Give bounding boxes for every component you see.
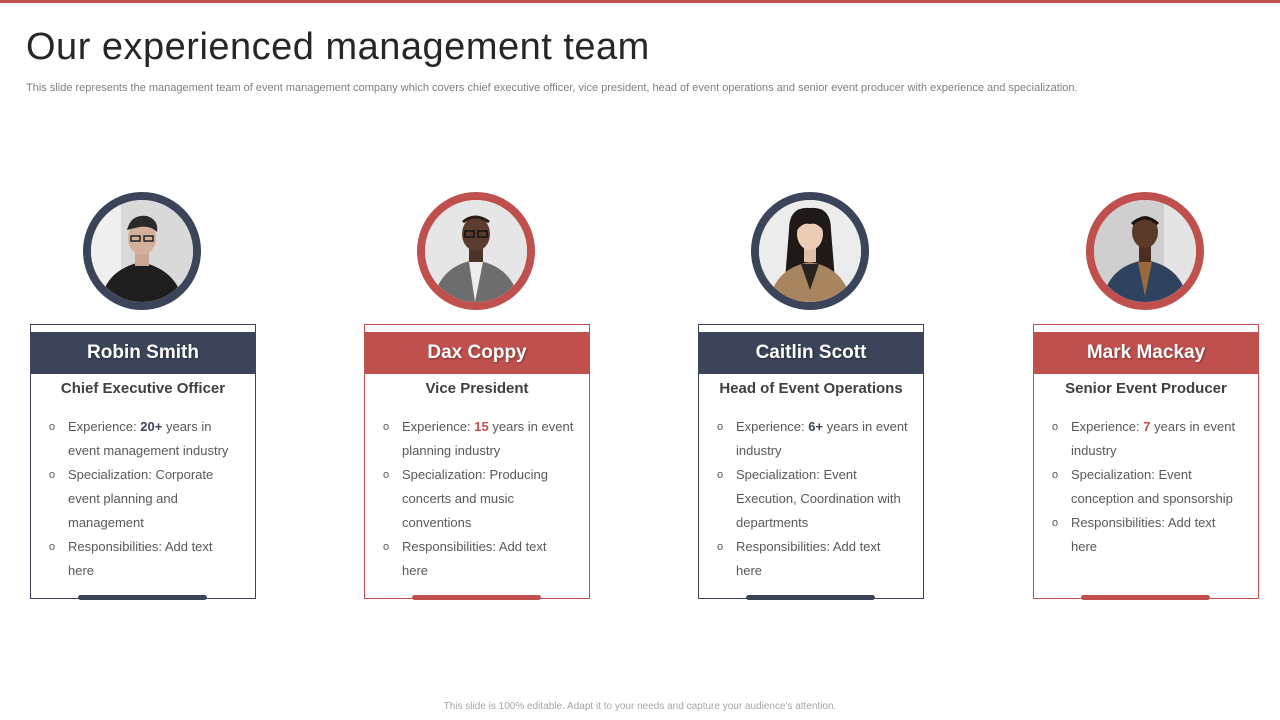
bullet-icon: o xyxy=(1052,517,1059,529)
bullet-icon: o xyxy=(49,469,56,481)
bullet-icon: o xyxy=(1052,421,1059,433)
top-accent-rule xyxy=(0,0,1280,3)
woman-long-hair-blazer-photo xyxy=(759,200,861,302)
responsibilities-item xyxy=(1052,511,1244,559)
bullet-icon: o xyxy=(717,541,724,553)
member-name: Caitlin Scott xyxy=(698,332,924,374)
member-name: Robin Smith xyxy=(30,332,256,374)
member-role: Senior Event Producer xyxy=(1065,380,1227,397)
experience-value: 15 xyxy=(474,419,489,434)
experience-label: Experience: xyxy=(1071,419,1140,434)
team-card-robin-smith xyxy=(30,192,256,604)
responsibilities-item xyxy=(49,535,241,583)
bullet-icon: o xyxy=(383,541,390,553)
man-glasses-tweed-coat-photo xyxy=(425,200,527,302)
member-role: Chief Executive Officer xyxy=(60,380,226,397)
card-bottom-tab xyxy=(746,595,875,600)
avatar[interactable] xyxy=(1086,192,1204,310)
experience-text: years in event industry xyxy=(1071,419,1236,458)
responsibilities-item xyxy=(383,535,575,583)
footer-note: This slide is 100% editable. Adapt it to your needs and capture your audience's attention. xyxy=(443,701,837,712)
member-details xyxy=(365,415,589,583)
member-card xyxy=(1033,324,1259,599)
bullet-icon: o xyxy=(717,469,724,481)
member-card xyxy=(364,324,590,599)
experience-text: years in event planning industry xyxy=(402,419,574,458)
avatar[interactable] xyxy=(751,192,869,310)
member-role: Head of Event Operations xyxy=(719,380,903,397)
bullet-icon: o xyxy=(717,421,724,433)
specialization-item xyxy=(1052,463,1244,511)
avatar[interactable] xyxy=(83,192,201,310)
member-details xyxy=(699,415,923,583)
member-role: Vice President xyxy=(425,380,529,397)
specialization-text: Specialization: Event Execution, Coordination with departments xyxy=(736,467,901,530)
experience-item xyxy=(1052,415,1244,463)
experience-item xyxy=(383,415,575,463)
experience-value: 6+ xyxy=(808,419,824,434)
member-card xyxy=(30,324,256,599)
experience-item xyxy=(717,415,909,463)
bullet-icon: o xyxy=(49,421,56,433)
member-details xyxy=(31,415,255,583)
team-card-mark-mackay xyxy=(1033,192,1259,604)
experience-text: years in event management industry xyxy=(68,419,229,458)
member-card xyxy=(698,324,924,599)
slide-title: Our experienced management team xyxy=(26,26,650,68)
responsibilities-text: Responsibilities: Add text here xyxy=(68,539,213,578)
specialization-text: Specialization: Corporate event planning and management xyxy=(68,467,214,530)
bullet-icon: o xyxy=(383,469,390,481)
specialization-item xyxy=(383,463,575,535)
team-card-dax-coppy xyxy=(364,192,590,604)
man-glasses-leather-jacket-photo xyxy=(91,200,193,302)
bullet-icon: o xyxy=(383,421,390,433)
specialization-item xyxy=(49,463,241,535)
bullet-icon: o xyxy=(1052,469,1059,481)
experience-item xyxy=(49,415,241,463)
card-bottom-tab xyxy=(412,595,541,600)
man-blue-suit-photo xyxy=(1094,200,1196,302)
experience-label: Experience: xyxy=(736,419,805,434)
bullet-icon: o xyxy=(49,541,56,553)
specialization-item xyxy=(717,463,909,535)
member-name: Mark Mackay xyxy=(1033,332,1259,374)
responsibilities-text: Responsibilities: Add text here xyxy=(736,539,881,578)
specialization-text: Specialization: Producing concerts and music conventions xyxy=(402,467,548,530)
experience-value: 7 xyxy=(1143,419,1151,434)
responsibilities-item xyxy=(717,535,909,583)
responsibilities-text: Responsibilities: Add text here xyxy=(1071,515,1216,554)
card-bottom-tab xyxy=(78,595,207,600)
team-card-caitlin-scott xyxy=(698,192,924,604)
experience-text: years in event industry xyxy=(736,419,908,458)
card-bottom-tab xyxy=(1081,595,1210,600)
experience-value: 20+ xyxy=(140,419,163,434)
experience-label: Experience: xyxy=(402,419,471,434)
slide-subtitle: This slide represents the management team of event management company which covers chief executive officer, vice president, head of event operations and senior event producer with experience and specialization. xyxy=(26,82,1078,94)
member-name: Dax Coppy xyxy=(364,332,590,374)
responsibilities-text: Responsibilities: Add text here xyxy=(402,539,547,578)
experience-label: Experience: xyxy=(68,419,137,434)
specialization-text: Specialization: Event conception and sponsorship xyxy=(1071,467,1233,506)
avatar[interactable] xyxy=(417,192,535,310)
member-details xyxy=(1034,415,1258,559)
